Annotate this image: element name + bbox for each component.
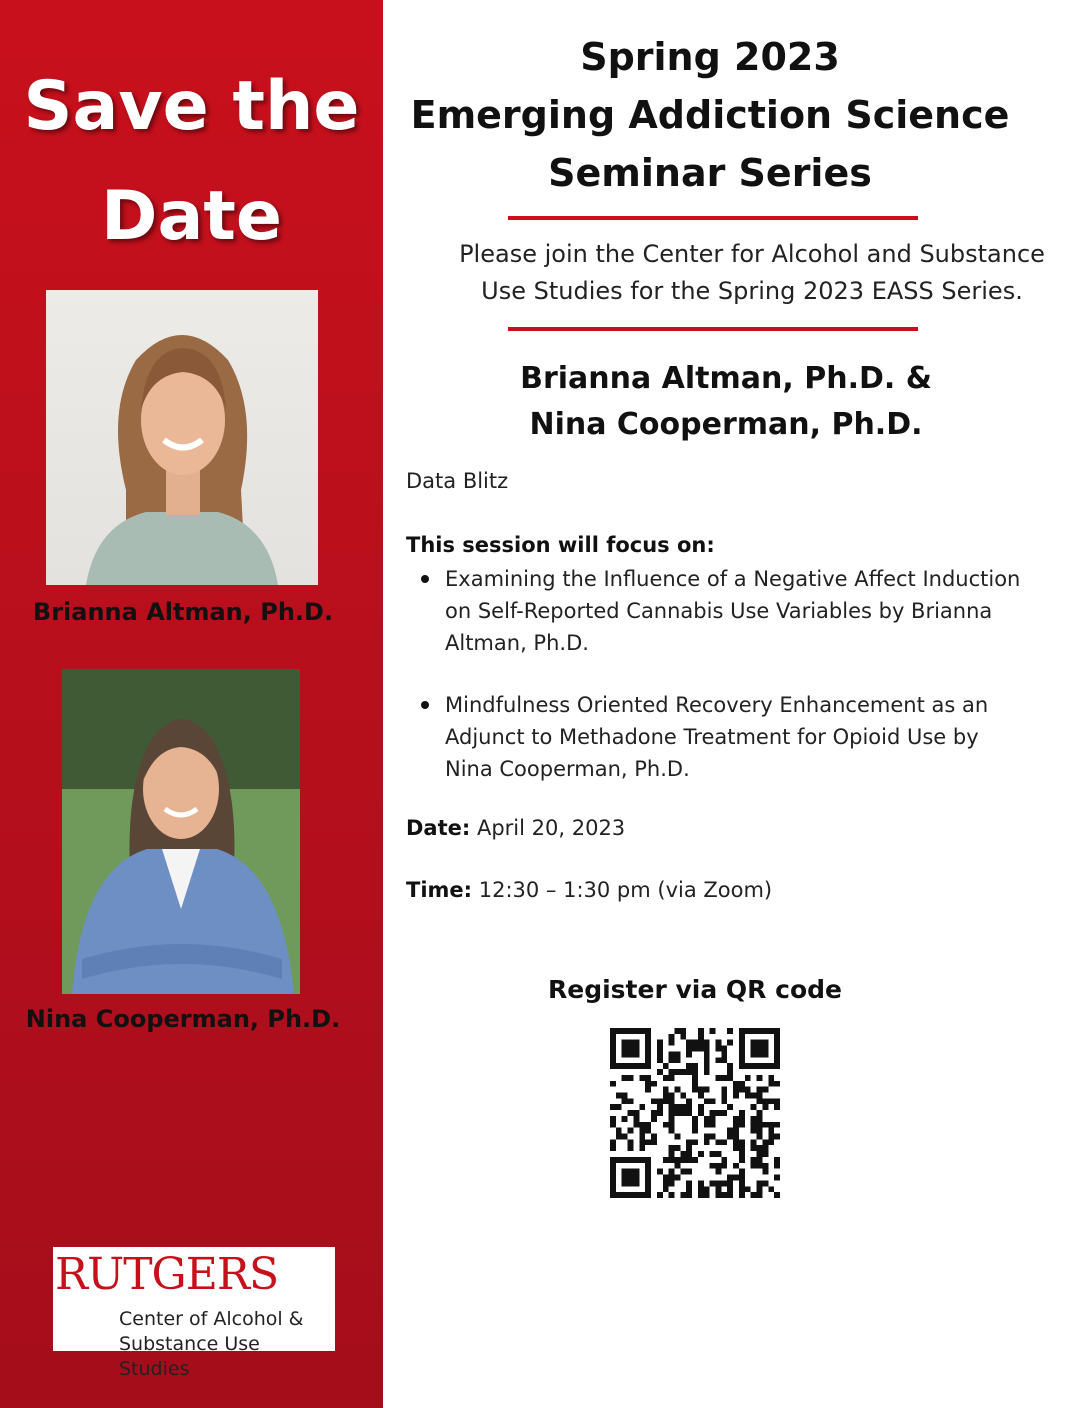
list-item	[406, 563, 1066, 659]
topic-line: Altman, Ph.D.	[445, 631, 589, 655]
title-line: Spring 2023	[580, 35, 840, 79]
list-item	[406, 689, 1066, 785]
heading-line: Date	[101, 177, 282, 256]
date-value: April 20, 2023	[470, 816, 626, 840]
topic-line: on Self-Reported Cannabis Use Variables by Brianna	[445, 599, 993, 623]
registration-qr-code[interactable]	[610, 1028, 780, 1198]
intro-text	[418, 236, 1086, 310]
focus-topic-list	[406, 563, 1066, 815]
event-time	[406, 878, 772, 902]
rutgers-logo	[53, 1247, 335, 1380]
register-label: Register via QR code	[548, 975, 842, 1004]
topic-line: Mindfulness Oriented Recovery Enhancement as an	[445, 693, 989, 717]
speaker1-caption: Brianna Altman, Ph.D.	[32, 598, 334, 626]
topic-line: Examining the Influence of a Negative Affect Induction	[445, 567, 1021, 591]
title-line: Seminar Series	[548, 151, 872, 195]
title-line: Emerging Addiction Science	[410, 93, 1010, 137]
heading-line: Save the	[23, 67, 360, 146]
logo-subtitle	[119, 1307, 335, 1382]
speakers-line: Brianna Altman, Ph.D. &	[520, 361, 932, 396]
intro-line: Please join the Center for Alcohol and Substance	[459, 240, 1045, 268]
time-label: Time:	[406, 878, 473, 902]
time-value: 12:30 – 1:30 pm (via Zoom)	[472, 878, 773, 902]
event-date	[406, 816, 625, 840]
divider-rule	[508, 216, 918, 220]
topic-line: Adjunct to Methadone Treatment for Opioid Use by	[445, 725, 979, 749]
date-label: Date:	[406, 816, 471, 840]
session-type: Data Blitz	[406, 469, 509, 493]
event-title	[400, 28, 1020, 202]
speaker2-photo	[62, 669, 300, 994]
logo-wordmark: RUTGERS	[55, 1249, 279, 1300]
bullet-icon	[421, 575, 429, 583]
speaker1-photo	[46, 290, 318, 585]
logo-subtitle-line: Substance Use Studies	[119, 1333, 260, 1380]
speakers-heading	[400, 356, 1052, 448]
logo-subtitle-line: Center of Alcohol &	[119, 1308, 304, 1330]
sidebar-panel	[0, 0, 383, 1408]
intro-line: Use Studies for the Spring 2023 EASS Series.	[481, 277, 1023, 305]
bullet-icon	[421, 701, 429, 709]
speakers-line: Nina Cooperman, Ph.D.	[529, 407, 923, 442]
save-the-date-heading	[0, 52, 383, 272]
focus-heading: This session will focus on:	[406, 533, 715, 557]
speaker2-caption: Nina Cooperman, Ph.D.	[25, 1005, 341, 1033]
topic-line: Nina Cooperman, Ph.D.	[445, 757, 690, 781]
divider-rule	[508, 327, 918, 331]
